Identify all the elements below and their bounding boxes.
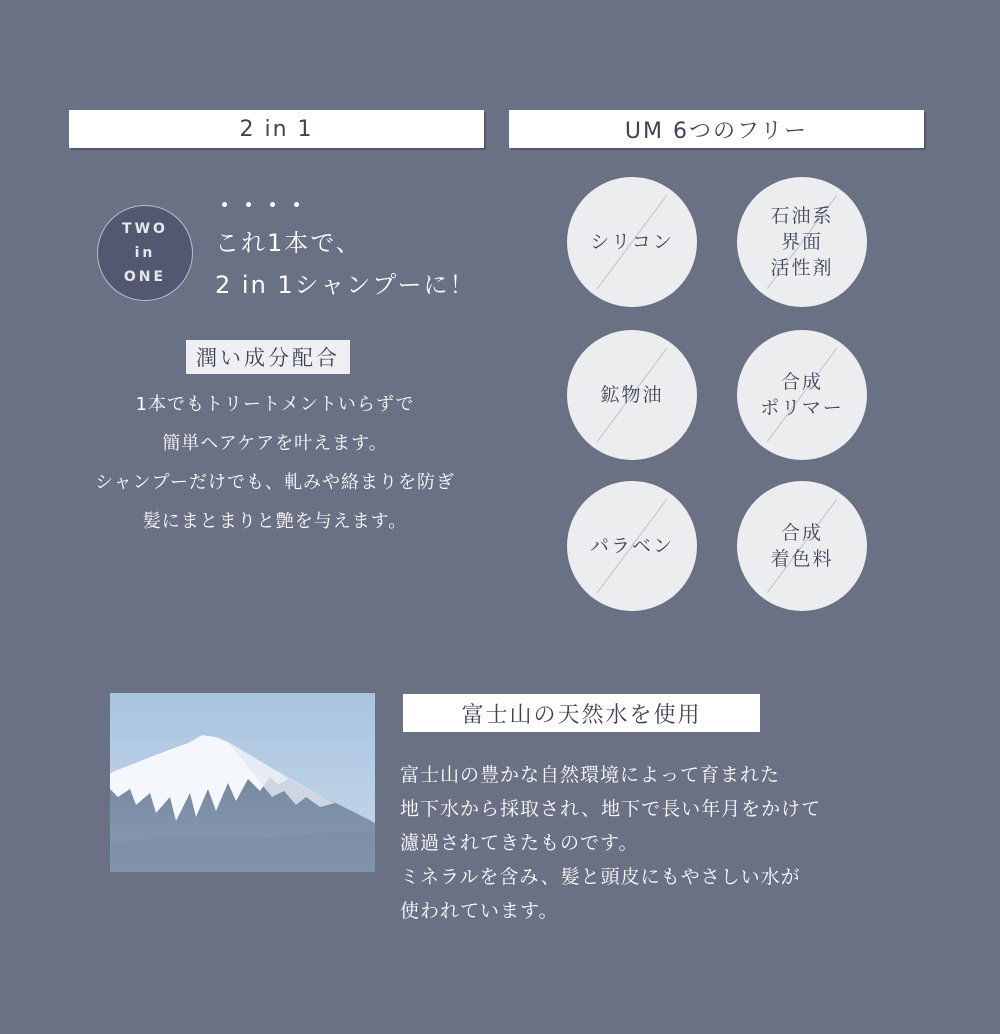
free-item-synthetic-colorant xyxy=(737,481,867,611)
badge-line-2: in xyxy=(134,245,156,261)
section-title-2in1 xyxy=(69,110,484,148)
two-in-one-badge xyxy=(97,205,193,301)
left-description-line: 簡単ヘアケアを叶えます。 xyxy=(162,433,388,454)
free-item-label: 合成 着色料 xyxy=(770,522,834,570)
free-item-paraben xyxy=(567,481,697,611)
free-item-label: 鉱物油 xyxy=(600,384,664,406)
section-title-2in1-text: 2 in 1 xyxy=(239,116,314,142)
free-item-silicone xyxy=(567,177,697,307)
fuji-water-title-text: 富士山の天然水を使用 xyxy=(461,702,702,728)
headline-line-2: 2 in 1シャンプーに！ xyxy=(215,271,476,299)
free-item-mineral-oil xyxy=(567,330,697,460)
section-title-6-free-text: UM 6つのフリー xyxy=(624,118,809,144)
left-description-line: 髪にまとまりと艶を与えます。 xyxy=(142,511,408,532)
fuji-water-title xyxy=(403,694,760,732)
fuji-description-line: ミネラルを含み、髪と頭皮にもやさしい水が xyxy=(400,866,801,888)
free-item-label: パラベン xyxy=(589,535,674,557)
emphasis-dots xyxy=(222,202,299,207)
fuji-description-line: 濾過されてきたものです。 xyxy=(400,832,639,854)
left-description-line: シャンプーだけでも、軋みや絡まりを防ぎ xyxy=(94,472,456,493)
moisture-label xyxy=(186,340,350,374)
moisture-label-text: 潤い成分配合 xyxy=(196,346,340,370)
headline-line-1: これ1本で、 xyxy=(215,229,362,257)
fuji-description-line: 富士山の豊かな自然環境によって育まれた xyxy=(400,764,781,786)
free-item-petroleum-surfactant xyxy=(737,177,867,307)
free-item-label: 合成 ポリマー xyxy=(760,371,844,419)
fuji-water-description xyxy=(400,758,960,928)
emphasis-dot xyxy=(270,202,275,207)
fuji-description-line: 地下水から採取され、地下で長い年月をかけて xyxy=(400,798,822,820)
free-item-label: シリコン xyxy=(590,231,674,253)
section-title-6-free xyxy=(509,110,924,148)
badge-line-3: ONE xyxy=(123,269,167,285)
emphasis-dot xyxy=(294,202,299,207)
headline xyxy=(215,222,475,306)
free-item-synthetic-polymer xyxy=(737,330,867,460)
free-item-label: 石油系 界面 活性剤 xyxy=(770,205,834,279)
fuji-description-line: 使われています。 xyxy=(400,900,559,922)
emphasis-dot xyxy=(222,202,227,207)
emphasis-dot xyxy=(246,202,251,207)
left-description xyxy=(50,385,500,541)
badge-line-1: TWO xyxy=(122,221,168,237)
mount-fuji-image xyxy=(110,693,375,872)
mount-fuji-photo xyxy=(110,693,375,872)
left-description-line: 1本でもトリートメントいらずで xyxy=(135,394,415,415)
